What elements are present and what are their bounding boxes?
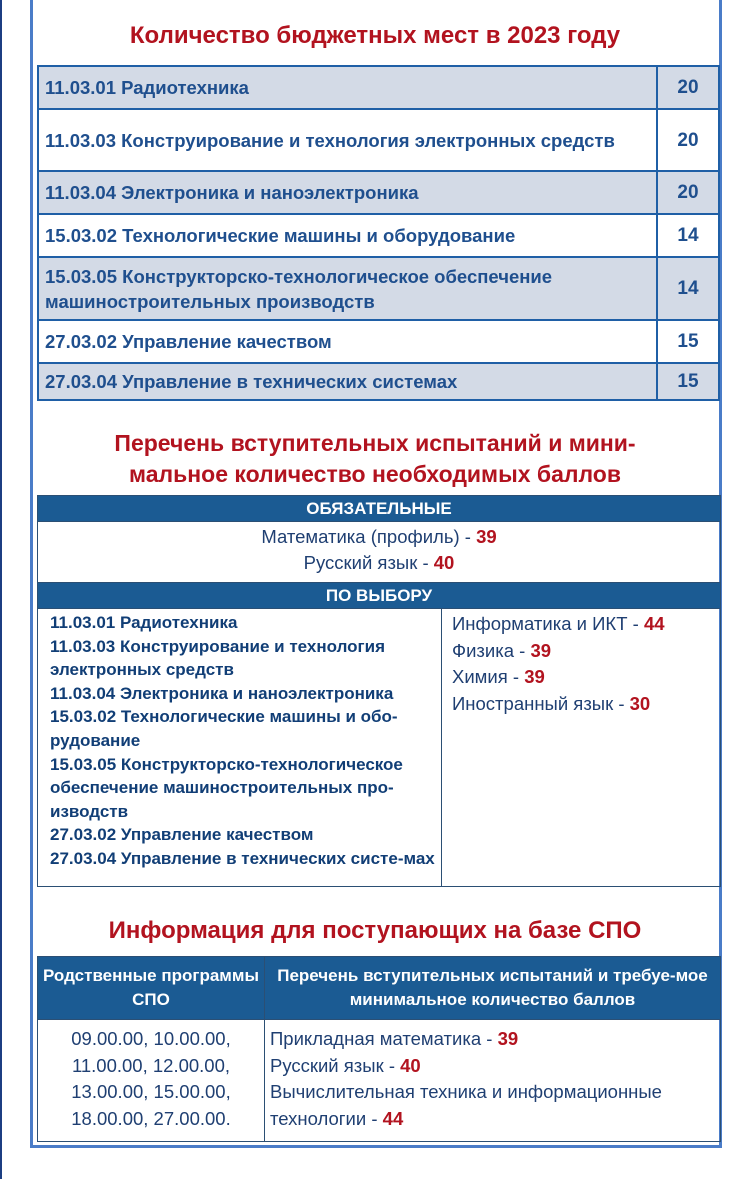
places-count: 15 [657, 320, 719, 363]
spo-title: Информация для поступающих на базе СПО [108, 917, 642, 944]
mandatory-subject [38, 524, 720, 550]
table-row [38, 109, 719, 171]
subject-name: Русский язык - [303, 552, 434, 573]
mandatory-subjects [38, 522, 721, 583]
program-name: 27.03.04 Управление в технических системах [38, 363, 657, 400]
table-row [38, 214, 719, 257]
table-row [38, 320, 719, 363]
exams-title-line: Перечень вступительных испытаний и мини- [114, 430, 636, 456]
spo-exam [270, 1079, 716, 1132]
places-count: 14 [657, 214, 719, 257]
program-name: 27.03.02 Управление качеством [38, 320, 657, 363]
optional-programs [38, 609, 442, 887]
table-row [38, 257, 719, 320]
table-row [38, 66, 719, 109]
optional-subject [452, 691, 716, 718]
program-item: 11.03.04 Электроника и наноэлектроника [50, 683, 394, 703]
program-item: 15.03.02 Технологические машины и обо-рудование [50, 707, 398, 750]
codes-line: 18.00.00, 27.00.00. [71, 1107, 231, 1129]
program-item: 15.03.05 Конструкторско-технологическое обеспечение машиностроительных про-изводств [50, 754, 403, 821]
min-score: 39 [497, 1028, 519, 1049]
program-item: 27.03.04 Управление в технических систе-мах [50, 848, 435, 868]
spo-exam [270, 1026, 716, 1053]
spo-exams-list [265, 1020, 721, 1142]
table-row [38, 363, 719, 400]
table-row [38, 171, 719, 214]
min-score: 44 [382, 1107, 404, 1129]
min-score: 44 [643, 613, 665, 634]
optional-subject [452, 611, 716, 638]
min-score: 30 [629, 692, 651, 714]
subject-name: Вычислительная техника и информационные технологии - [270, 1081, 662, 1129]
min-score: 39 [524, 666, 545, 687]
places-count: 20 [657, 66, 719, 109]
spo-table [37, 956, 721, 1142]
spo-col1-header: Родственные программы СПО [38, 957, 265, 1020]
optional-subject [452, 638, 716, 665]
program-name: 15.03.02 Технологические машины и оборудование [38, 214, 657, 257]
program-name: 11.03.03 Конструирование и технология электронных средств [38, 109, 657, 171]
program-name: 11.03.01 Радиотехника [38, 66, 657, 109]
subject-name: Химия - [452, 666, 525, 687]
min-score: 39 [530, 639, 552, 661]
budget-title: Количество бюджетных мест в 2023 году [129, 22, 621, 49]
places-count: 20 [657, 171, 719, 214]
exams-title-line: мальное количество необходимых баллов [129, 461, 621, 487]
optional-header: ПО ВЫБОРУ [38, 583, 721, 609]
program-item: 11.03.01 Радиотехника [50, 613, 238, 632]
min-score: 40 [400, 1054, 421, 1076]
codes-line: 13.00.00, 15.00.00, [71, 1081, 231, 1102]
subject-name: Иностранный язык - [452, 692, 630, 714]
exams-title [0, 428, 750, 490]
places-count: 14 [657, 257, 719, 320]
optional-subject [452, 664, 716, 691]
mandatory-subject [38, 550, 720, 576]
mandatory-header: ОБЯЗАТЕЛЬНЫЕ [38, 496, 721, 522]
program-item: 11.03.03 Конструирование и технология электронных средств [50, 636, 386, 680]
left-edge-rule [0, 0, 2, 1179]
min-score: 39 [476, 526, 497, 547]
program-item: 27.03.02 Управление качеством [50, 825, 314, 845]
program-name: 15.03.05 Конструкторско-технологическое обеспечение машиностроительных производств [38, 257, 657, 320]
places-count: 15 [657, 363, 719, 400]
places-count: 20 [657, 109, 719, 171]
codes-line: 09.00.00, 10.00.00, [71, 1028, 231, 1049]
subject-name: Математика (профиль) - [261, 526, 477, 547]
program-name: 11.03.04 Электроника и наноэлектроника [38, 171, 657, 214]
subject-name: Русский язык - [270, 1054, 401, 1076]
entrance-exams-table [37, 495, 721, 887]
min-score: 40 [433, 552, 455, 573]
budget-places-table [37, 65, 720, 401]
spo-program-codes [38, 1020, 265, 1142]
spo-exam [270, 1053, 716, 1080]
codes-line: 11.00.00, 12.00.00, [71, 1054, 231, 1076]
subject-name: Прикладная математика - [270, 1028, 498, 1049]
subject-name: Физика - [452, 639, 531, 661]
subject-name: Информатика и ИКТ - [452, 613, 644, 634]
optional-subjects [442, 609, 721, 887]
spo-col2-header: Перечень вступительных испытаний и требуе-мое минимальное количество баллов [265, 957, 721, 1020]
